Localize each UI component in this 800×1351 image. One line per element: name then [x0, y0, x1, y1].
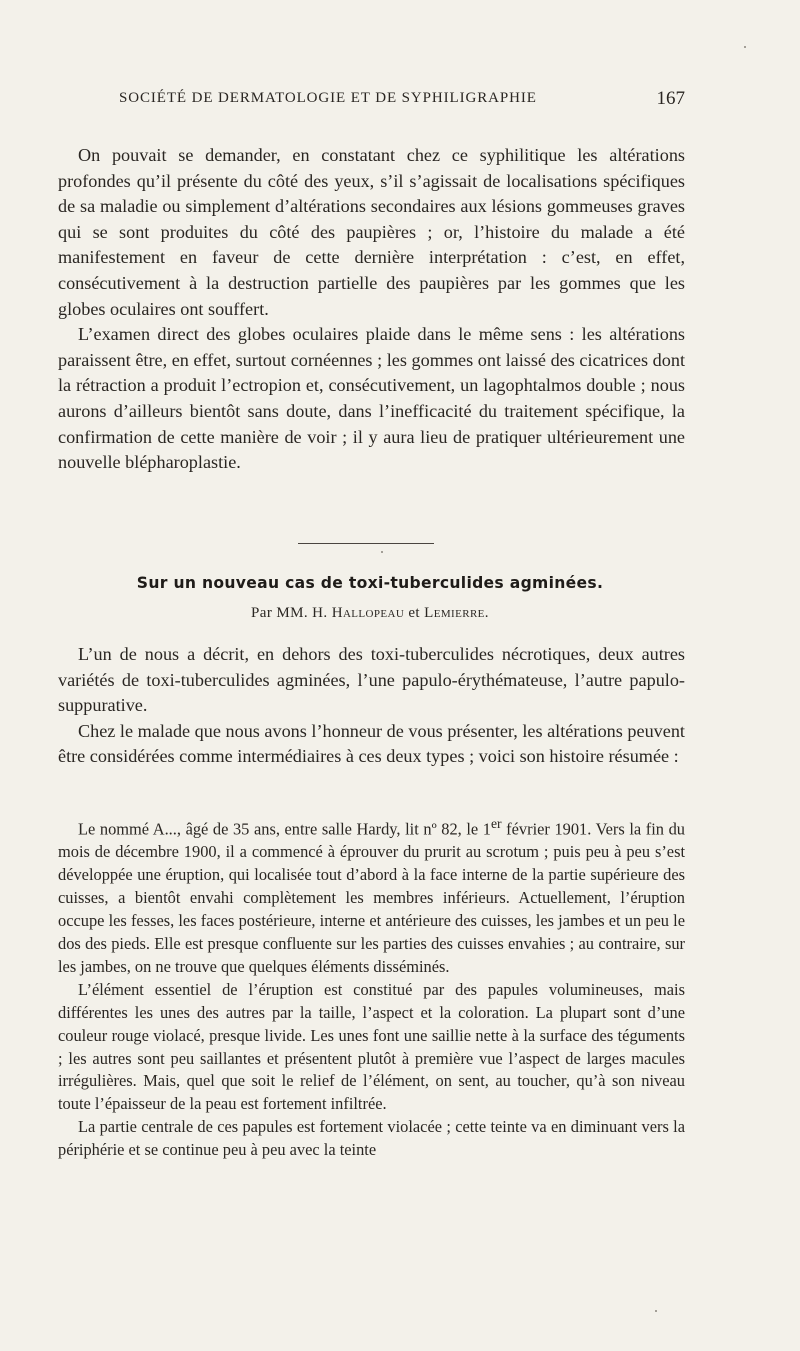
book-page: [55, 0, 685, 1351]
page-number: 167: [656, 88, 685, 109]
paragraph: L’élément essentiel de l’éruption est constitué par des papules volumineuses, mais différentes les unes des autres par la taille, l’aspect et la coloration. La plupart sont d’une couleur rouge violacé, presque livide. Les unes font une saillie nette à la surface des téguments ; les autres sont peu saillantes et présentent plutôt à première vue l’aspect de larges macules irrégulières. Mais, quel que soit le relief de l’élément, on sent, au toucher, qu’à son niveau toute l’épaisseur de la peau est fortement infiltrée.: [58, 979, 685, 1114]
paragraph: L’un de nous a décrit, en dehors des toxi-tuberculides nécrotiques, deux autres variétés de toxi-tuberculides agminées, l’une papulo-érythémateuse, l’autre papulo-suppurative.: [58, 644, 685, 716]
byline-prefix: Par MM. H.: [251, 605, 328, 621]
byline-conjunction: et: [408, 605, 420, 621]
article-introduction: [58, 642, 685, 770]
paper-speck: [744, 46, 746, 48]
article-byline: [55, 605, 685, 622]
paragraph: L’examen direct des globes oculaires plaide dans le même sens : les altérations paraissent être, en effet, surtout cornéennes ; les gommes ont laissé des cicatrices dont la rétraction a produit l’ectropion et, consécutivement, un lagophtalmos double ; nous aurons d’ailleurs bientôt sans doute, dans l’inefficacité du traitement spécifique, la confirmation de cette manière de voir ; il y aura lieu de pratiquer ultérieurement une nouvelle blépharoplastie.: [58, 324, 685, 473]
author-name: Hallopeau: [331, 605, 405, 621]
case-report: [58, 813, 685, 1162]
running-head: [55, 88, 685, 114]
paragraph: On pouvait se demander, en constatant chez ce syphilitique les altérations profondes qu’il présente du côté des yeux, s’il s’agissait de localisations spécifiques de sa maladie ou simplement d’altérations secondaires aux lésions gommeuses graves qui se sont produites du côté des paupières ; or, l’histoire du malade a été manifestement en faveur de cette dernière interprétation : c’est, en effet, consécutivement à la destruction partielle des paupières par les gommes que les globes oculaires ont souffert.: [58, 145, 685, 319]
ordinal-superscript: er: [490, 816, 502, 831]
article-title: Sur un nouveau cas de toxi-tuberculides agminées.: [136, 574, 604, 592]
case-text: février 1901. Vers la fin du mois de décembre 1900, il a commencé à éprouver du prurit au scrotum ; puis peu à peu s’est développée une éruption, qui localisée tout d’abord à la face interne de la partie supérieure des cuisses, a bientôt envahi complètement les membres inférieurs. Actuellement, l’éruption occupe les fesses, les faces postérieure, interne et antérieure des cuisses, les jambes et un peu le dos des pieds. Elle est presque confluente sur les parties des cuisses envahies ; au contraire, sur les jambes, on ne trouve que quelques éléments disséminés.: [58, 819, 685, 976]
paper-speck: [381, 551, 383, 553]
previous-article-text: [58, 143, 685, 476]
case-text: Le nommé A..., âgé de 35 ans, entre salle Hardy, lit nº 82, le 1: [78, 819, 491, 839]
section-separator: [298, 543, 434, 544]
paragraph: Chez le malade que nous avons l’honneur de vous présenter, les altérations peuvent être considérées comme intermédiaires à ces deux types ; voici son histoire résumée :: [58, 720, 685, 767]
byline-suffix: .: [484, 605, 489, 621]
paragraph: [58, 813, 685, 979]
author-name: Lemierre: [424, 605, 485, 621]
paragraph: La partie centrale de ces papules est fortement violacée ; cette teinte va en diminuant vers la périphérie et se continue peu à peu avec la teinte: [58, 1117, 685, 1160]
paper-speck: [655, 1310, 657, 1312]
running-title: SOCIÉTÉ DE DERMATOLOGIE ET DE SYPHILIGRAPHIE: [119, 90, 537, 106]
